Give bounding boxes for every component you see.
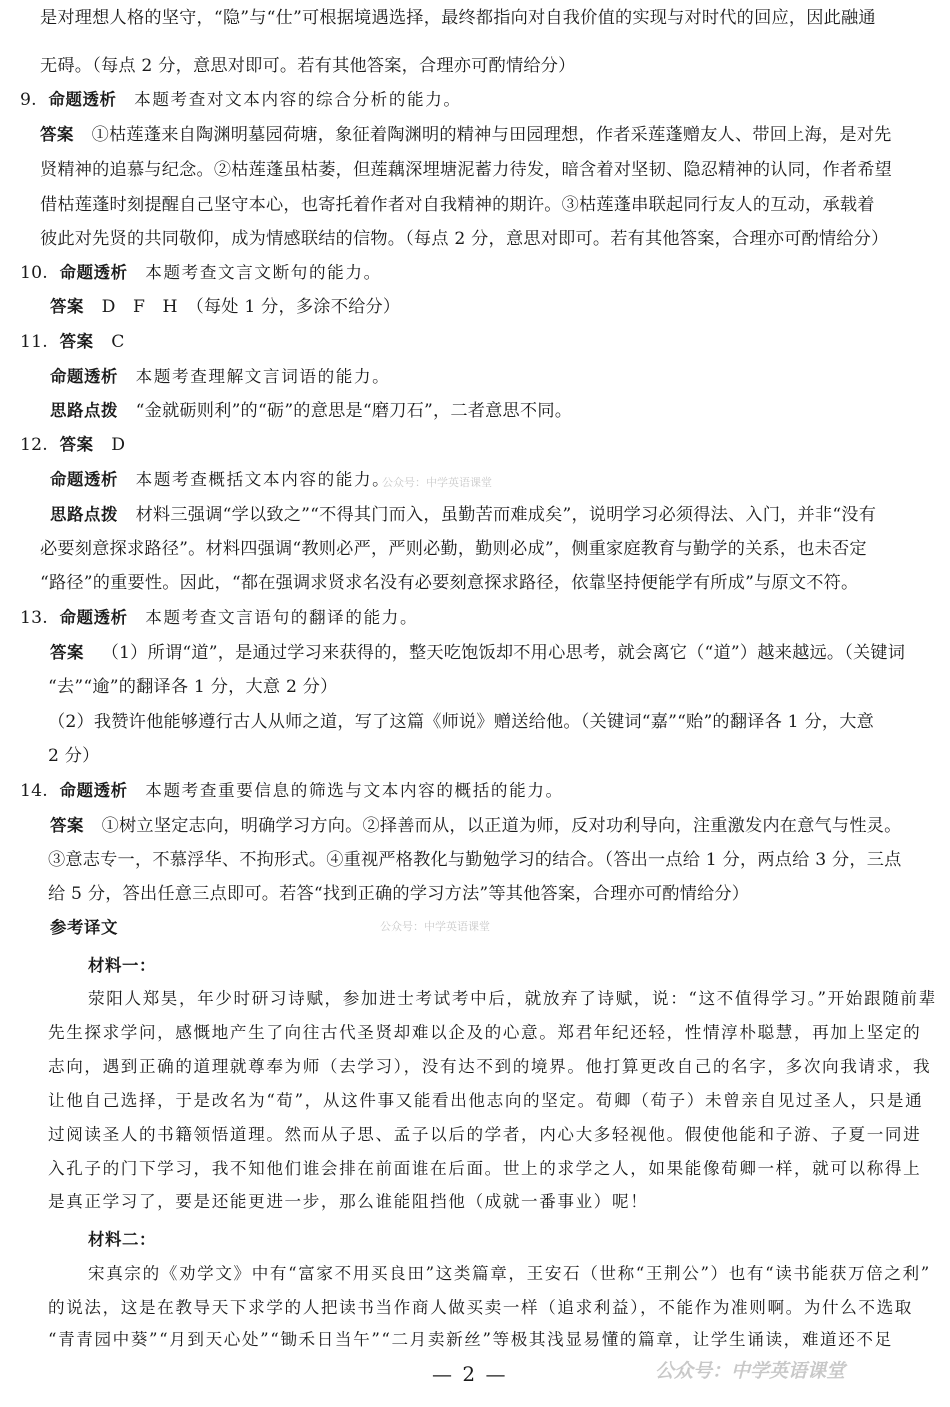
analysis-text: 本题考查重要信息的筛选与文本内容的概括的能力。 [145, 781, 564, 800]
tip-line [50, 399, 572, 423]
question-13-header [20, 606, 418, 630]
answer-text: D F H （每处 1 分，多涂不给分） [101, 297, 401, 317]
text-line: “路径”的重要性。因此，“都在强调求贤求名没有必要刻意探求路径，依靠坚持便能学有所成”与原文不符。 [40, 573, 859, 593]
answer-line [50, 641, 905, 665]
text-line: 宋真宗的《劝学文》中有“富家不用买良田”这类篇章，王安石（世称“王荆公”）也有“读书能获万倍之利” [88, 1264, 931, 1283]
answer-label: 答案 [59, 332, 94, 351]
tip-label: 思路点拨 [50, 505, 118, 524]
material-1-heading: 材料一： [88, 956, 156, 975]
question-12-header [20, 433, 125, 457]
question-number: 12. [20, 435, 48, 455]
tip-text: “金就砺则利”的“砺”的意思是“磨刀石”，二者意思不同。 [135, 401, 573, 421]
answer-label: 答案 [50, 297, 84, 316]
text-line: 贤精神的追慕与纪念。②枯莲蓬虽枯萎，但莲藕深埋塘泥蓄力待发，暗含着对坚韧、隐忍精神的认同，作者希望 [40, 160, 892, 180]
question-10-header [20, 261, 382, 285]
question-14-header [20, 779, 564, 803]
text-line: 彼此对先贤的共同敬仰，成为情感联结的信物。（每点 2 分，意思对即可。若有其他答案，合理亦可酌情给分） [40, 229, 889, 249]
answer-text: ①树立坚定志向，明确学习方向。②择善而从，以正道为师，反对功利导向，注重激发内在意气与性灵。 [101, 816, 902, 836]
analysis-line [50, 365, 390, 389]
answer-label: 答案 [50, 643, 84, 662]
text-line: 是真正学习了，要是还能更进一步，那么谁能阻挡他（成就一番事业）呢！ [48, 1192, 649, 1211]
analysis-text: 本题考查理解文言词语的能力。 [135, 367, 391, 386]
analysis-label: 命题透析 [59, 263, 128, 282]
question-number: 14. [20, 781, 48, 801]
watermark: 公众号：中学英语课堂 [655, 1360, 846, 1382]
question-11-header [20, 330, 125, 354]
answer-label: 答案 [40, 125, 74, 144]
text-line: 先生探求学问，感慨地产生了向往古代圣贤却难以企及的心意。郑君年纪还轻，性情淳朴聪慧，再加上坚定的 [48, 1023, 922, 1042]
page-number: — 2 — [432, 1362, 508, 1386]
tip-text: 材料三强调“学以致之”“不得其门而入，虽勤苦而难成矣”，说明学习必须得法、入门，并非“没有 [135, 505, 877, 525]
answer-text: （1）所谓“道”，是通过学习来获得的，整天吃饱饭却不用心思考，就会离它（“道”）越来越远。（关键词 [101, 643, 906, 663]
text-line: 无碍。（每点 2 分，意思对即可。若有其他答案，合理亦可酌情给分） [40, 56, 576, 76]
text-line: 给 5 分，答出任意三点即可。若答“找到正确的学习方法”等其他答案，合理亦可酌情给分） [48, 884, 750, 904]
text-line: “青青园中葵”“月到天心处”“锄禾日当午”“二月卖新丝”等极其浅显易懂的篇章，让学生诵读，难道还不足 [48, 1330, 893, 1349]
question-number: 10. [20, 263, 48, 283]
analysis-text: 本题考查对文本内容的综合分析的能力。 [134, 90, 462, 109]
analysis-text: 本题考查概括文本内容的能力。 [135, 470, 391, 489]
tip-line [50, 503, 876, 527]
text-line: （2）我赞许他能够遵行古人从师之道，写了这篇《师说》赠送给他。（关键词“嘉”“贻”的翻译各 1 分，大意 [48, 712, 874, 732]
analysis-label: 命题透析 [59, 608, 128, 627]
text-line: 2 分） [48, 746, 100, 766]
answer-label: 答案 [59, 435, 94, 454]
text-line: 的说法，这是在教导天下求学的人把读书当作商人做买卖一样（追求利益），不能作为准则啊。为什么不选取 [48, 1298, 913, 1317]
text-line: 志向，遇到正确的道理就尊奉为师（去学习），没有达不到的境界。他打算更改自己的名字，多次向我请求，我 [48, 1057, 932, 1076]
text-line: “去”“逾”的翻译各 1 分，大意 2 分） [48, 677, 338, 697]
text-line: 借枯莲蓬时刻提醒自己坚守本心，也寄托着作者对自我精神的期许。③枯莲蓬串联起同行友人的互动，承载着 [40, 195, 875, 215]
tip-label: 思路点拨 [50, 401, 118, 420]
analysis-label: 命题透析 [50, 367, 118, 386]
material-2-heading: 材料二： [88, 1230, 156, 1249]
answer-label: 答案 [50, 816, 84, 835]
watermark: 公众号：中学英语课堂 [380, 920, 490, 933]
analysis-text: 本题考查文言文断句的能力。 [145, 263, 382, 282]
watermark: 公众号：中学英语课堂 [382, 476, 492, 489]
text-line: 让他自己选择，于是改名为“荀”，从这件事又能看出他志向的坚定。荀卿（荀子）未曾亲自见过圣人，只是通 [48, 1091, 924, 1110]
question-number: 13. [20, 608, 48, 628]
analysis-label: 命题透析 [59, 781, 128, 800]
text-line: 过阅读圣人的书籍领悟道理。然而从子思、孟子以后的学者，内心大多轻视他。假使他能和子游、子夏一同进 [48, 1125, 922, 1144]
analysis-line [50, 468, 390, 492]
answer-text: C [111, 332, 125, 352]
analysis-label: 命题透析 [48, 90, 117, 109]
answer-line [40, 123, 892, 147]
reference-translation-heading: 参考译文 [50, 918, 118, 937]
text-line: 是对理想人格的坚守，“隐”与“仕”可根据境遇选择，最终都指向对自我价值的实现与对时代的回应，因此融通 [40, 8, 876, 28]
answer-text: D [111, 435, 126, 455]
question-9-header [20, 88, 462, 112]
text-line: 入孔子的门下学习，我不知他们谁会排在前面谁在后面。世上的求学之人，如果能像荀卿一样，就可以称得上 [48, 1159, 922, 1178]
question-number: 9. [20, 90, 37, 110]
text-line: ③意志专一，不慕浮华、不拘形式。④重视严格教化与勤勉学习的结合。（答出一点给 1 分，两点给 3 分，三点 [48, 850, 902, 870]
text-line: 荥阳人郑昊，年少时研习诗赋，参加进士考试考中后，就放弃了诗赋，说：“这不值得学习。”开始跟随前辈 [88, 989, 937, 1008]
answer-line [50, 295, 400, 319]
analysis-label: 命题透析 [50, 470, 118, 489]
question-number: 11. [20, 332, 48, 352]
analysis-text: 本题考查文言语句的翻译的能力。 [145, 608, 419, 627]
answer-text: ①枯莲蓬来自陶渊明墓园荷塘，象征着陶渊明的精神与田园理想，作者采莲蓬赠友人、带回上海，是对先 [91, 125, 892, 145]
text-line: 必要刻意探求路径”。材料四强调“教则必严，严则必勤，勤则必成”，侧重家庭教育与勤学的关系，也未否定 [40, 539, 867, 559]
answer-line [50, 814, 902, 838]
